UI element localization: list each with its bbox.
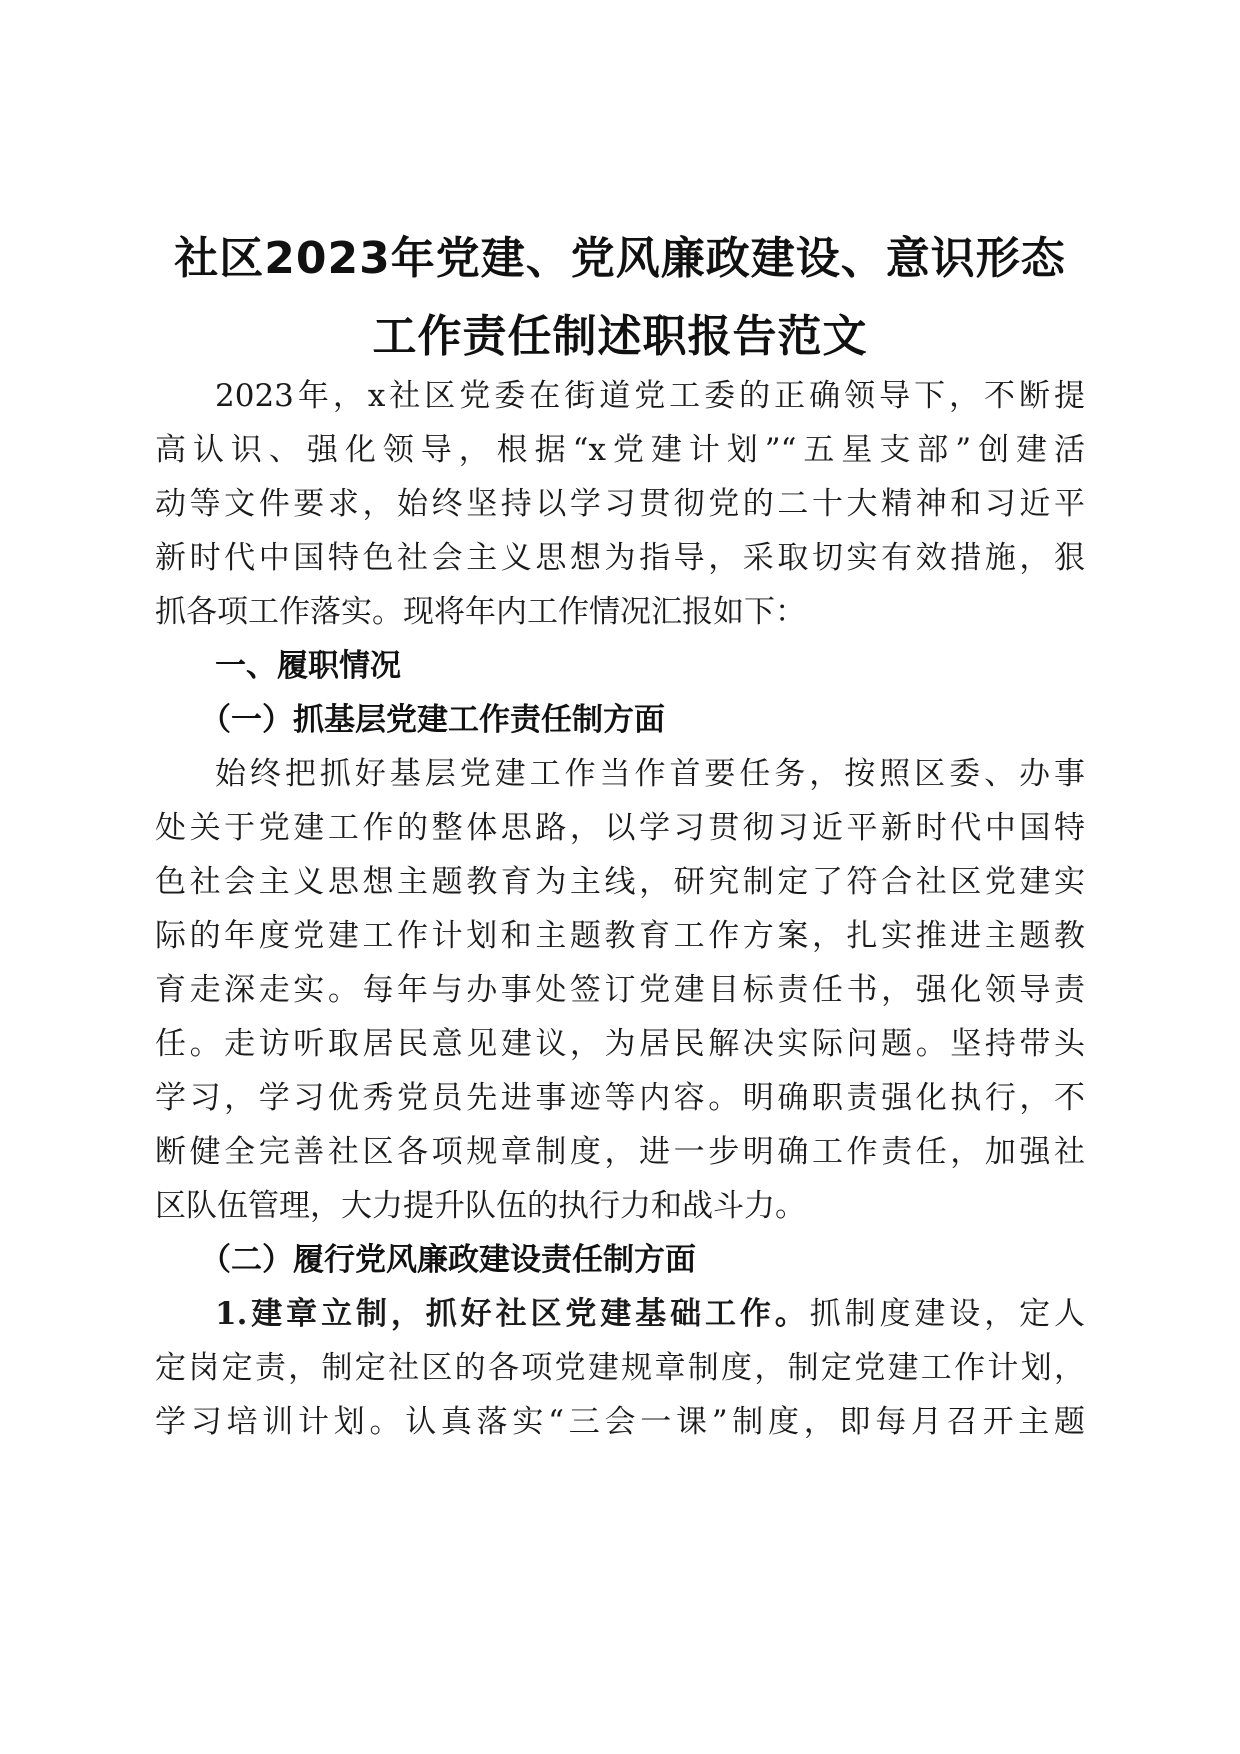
paragraph-line: 色社会主义思想主题教育为主线，研究制定了符合社区党建实 xyxy=(155,864,1085,900)
intro-line: 动等文件要求，始终坚持以学习贯彻党的二十大精神和习近平 xyxy=(155,486,1085,522)
item-first-line xyxy=(215,1294,1085,1334)
document-title-line-1: 社区2023年党建、党风廉政建设、意识形态 xyxy=(174,233,1066,284)
subsection-heading: （一）抓基层党建工作责任制方面 xyxy=(200,702,665,738)
paragraph-line: 育走深走实。每年与办事处签订党建目标责任书，强化领导责 xyxy=(155,972,1085,1008)
document-title-line-2: 工作责任制述职报告范文 xyxy=(372,311,868,362)
paragraph-line: 处关于党建工作的整体思路，以学习贯彻习近平新时代中国特 xyxy=(155,810,1085,846)
subsection-heading: （二）履行党风廉政建设责任制方面 xyxy=(200,1242,696,1278)
intro-line: 新时代中国特色社会主义思想为指导，采取切实有效措施，狠 xyxy=(155,540,1085,576)
paragraph-line: 定岗定责，制定社区的各项党建规章制度，制定党建工作计划， xyxy=(155,1350,1085,1386)
paragraph-line: 始终把抓好基层党建工作当作首要任务，按照区委、办事 xyxy=(215,756,1085,792)
intro-line: 高认识、强化领导，根据“x党建计划”“五星支部”创建活 xyxy=(155,432,1085,468)
paragraph-line: 学习培训计划。认真落实“三会一课”制度，即每月召开主题 xyxy=(155,1404,1085,1440)
intro-line: 2023年，x社区党委在街道党工委的正确领导下，不断提 xyxy=(215,378,1085,414)
section-heading: 一、履职情况 xyxy=(215,648,401,684)
item-first-rest: 抓制度建设，定人 xyxy=(809,1296,1085,1332)
intro-line: 抓各项工作落实。现将年内工作情况汇报如下： xyxy=(155,594,806,630)
paragraph-line: 任。走访听取居民意见建议，为居民解决实际问题。坚持带头 xyxy=(155,1026,1085,1062)
paragraph-line: 断健全完善社区各项规章制度，进一步明确工作责任，加强社 xyxy=(155,1134,1085,1170)
paragraph-line: 学习，学习优秀党员先进事迹等内容。明确职责强化执行，不 xyxy=(155,1080,1085,1116)
paragraph-line: 区队伍管理，大力提升队伍的执行力和战斗力。 xyxy=(155,1188,806,1224)
item-lead: 1.建章立制，抓好社区党建基础工作。 xyxy=(215,1296,810,1332)
paragraph-line: 际的年度党建工作计划和主题教育工作方案，扎实推进主题教 xyxy=(155,918,1085,954)
